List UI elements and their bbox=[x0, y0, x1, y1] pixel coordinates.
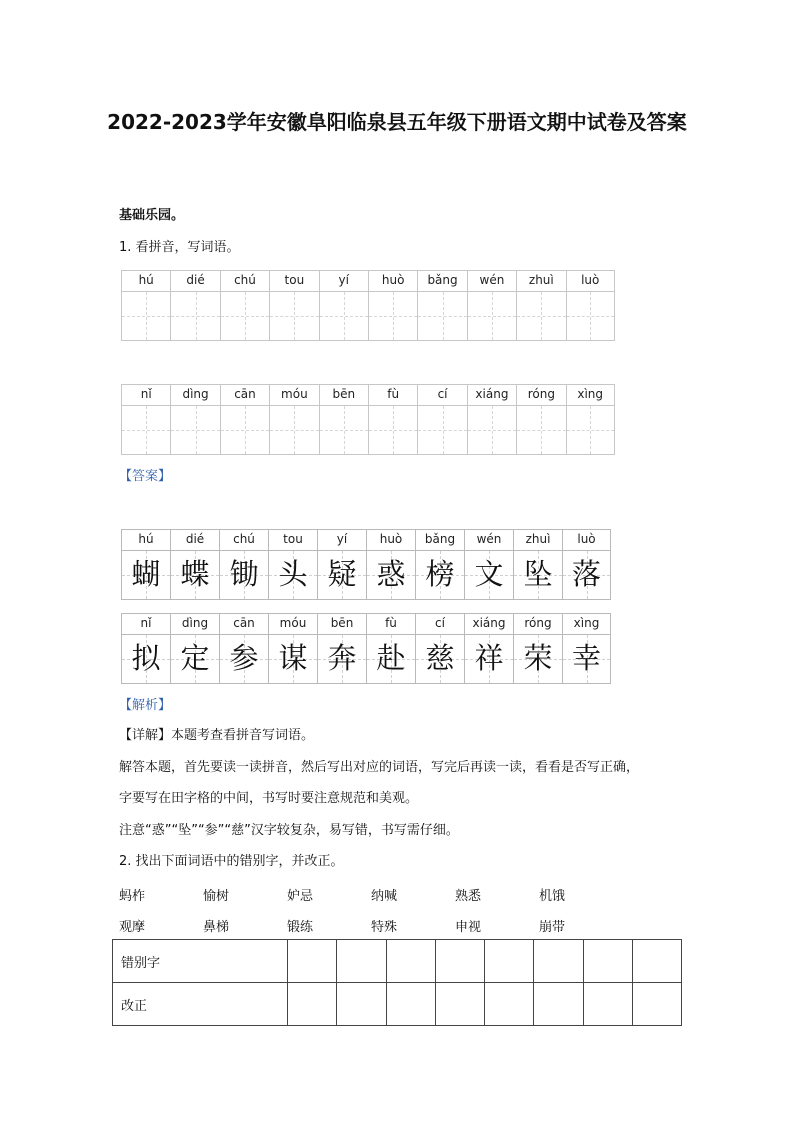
writing-box[interactable] bbox=[467, 406, 516, 455]
pinyin-cell: dié bbox=[170, 529, 219, 551]
pinyin-cell: wén bbox=[464, 529, 513, 551]
analysis-line-2: 解答本题，首先要读一读拼音，然后写出对应的词语，写完后再读一读，看看是否写正确， bbox=[119, 760, 640, 775]
pinyin-cell: tou bbox=[268, 529, 317, 551]
answer-cell[interactable] bbox=[337, 983, 386, 1026]
answer-cell[interactable] bbox=[534, 940, 583, 983]
pinyin-cell: bǎng bbox=[417, 270, 466, 292]
word-item: 纳喊 bbox=[371, 889, 398, 904]
writing-box[interactable] bbox=[516, 406, 565, 455]
table-row bbox=[113, 940, 682, 983]
answer-cell[interactable] bbox=[435, 940, 484, 983]
pinyin-cell: chú bbox=[220, 270, 269, 292]
answer-grid-row-1 bbox=[121, 529, 611, 600]
answer-char: 荣 bbox=[513, 635, 562, 684]
writing-box[interactable] bbox=[220, 292, 269, 341]
pinyin-grid-row-1 bbox=[121, 270, 615, 341]
answer-char: 赴 bbox=[366, 635, 415, 684]
answer-cell[interactable] bbox=[386, 983, 435, 1026]
pinyin-cell: hú bbox=[121, 270, 170, 292]
pinyin-cell: róng bbox=[516, 384, 565, 406]
word-item: 机饿 bbox=[539, 889, 566, 904]
answer-char: 定 bbox=[170, 635, 219, 684]
pinyin-cell: dìng bbox=[170, 384, 219, 406]
detail-tag: 【详解】 bbox=[119, 728, 172, 743]
pinyin-cell: dié bbox=[170, 270, 219, 292]
word-item: 崩带 bbox=[539, 920, 566, 935]
word-item: 鼻梯 bbox=[203, 920, 230, 935]
analysis-line-3: 字要写在田字格的中间，书写时要注意规范和美观。 bbox=[119, 791, 419, 806]
pinyin-cell: bēn bbox=[317, 613, 366, 635]
answer-cell[interactable] bbox=[485, 983, 534, 1026]
answer-cell[interactable] bbox=[386, 940, 435, 983]
row-label-correction: 改正 bbox=[113, 983, 288, 1026]
answer-cell[interactable] bbox=[337, 940, 386, 983]
pinyin-cell: yí bbox=[319, 270, 368, 292]
pinyin-cell: yí bbox=[317, 529, 366, 551]
answer-grid-row-2 bbox=[121, 613, 611, 684]
word-item: 愉树 bbox=[203, 889, 230, 904]
table-row bbox=[113, 983, 682, 1026]
analysis-line-4: 注意“惑”“坠”“参”“慈”汉字较复杂，易写错，书写需仔细。 bbox=[119, 823, 459, 838]
pinyin-cell: huò bbox=[366, 529, 415, 551]
writing-box[interactable] bbox=[121, 406, 170, 455]
writing-box[interactable] bbox=[269, 292, 318, 341]
writing-box[interactable] bbox=[417, 406, 466, 455]
pinyin-cell: hú bbox=[121, 529, 170, 551]
word-item: 申视 bbox=[455, 920, 482, 935]
row-label-typo: 错别字 bbox=[113, 940, 288, 983]
pinyin-cell: bǎng bbox=[415, 529, 464, 551]
writing-box[interactable] bbox=[417, 292, 466, 341]
answer-label: 【答案】 bbox=[119, 469, 172, 484]
answer-char: 慈 bbox=[415, 635, 464, 684]
answer-cell[interactable] bbox=[583, 983, 632, 1026]
pinyin-cell: chú bbox=[219, 529, 268, 551]
pinyin-cell: xìng bbox=[566, 384, 615, 406]
writing-box[interactable] bbox=[319, 406, 368, 455]
word-item: 锻练 bbox=[287, 920, 314, 935]
answer-char: 文 bbox=[464, 551, 513, 600]
writing-box[interactable] bbox=[368, 292, 417, 341]
answer-char: 祥 bbox=[464, 635, 513, 684]
word-item: 特殊 bbox=[371, 920, 398, 935]
answer-cell[interactable] bbox=[485, 940, 534, 983]
writing-box[interactable] bbox=[121, 292, 170, 341]
analysis-label: 【解析】 bbox=[119, 698, 172, 713]
answer-char: 奔 bbox=[317, 635, 366, 684]
pinyin-cell: luò bbox=[566, 270, 615, 292]
answer-char: 拟 bbox=[121, 635, 170, 684]
answer-cell[interactable] bbox=[632, 940, 681, 983]
answer-cell[interactable] bbox=[435, 983, 484, 1026]
pinyin-cell: róng bbox=[513, 613, 562, 635]
pinyin-cell: cān bbox=[219, 613, 268, 635]
answer-char: 坠 bbox=[513, 551, 562, 600]
word-item: 熟悉 bbox=[455, 889, 482, 904]
writing-box[interactable] bbox=[170, 406, 219, 455]
answer-cell[interactable] bbox=[288, 940, 337, 983]
pinyin-cell: wén bbox=[467, 270, 516, 292]
pinyin-cell: cān bbox=[220, 384, 269, 406]
writing-box[interactable] bbox=[516, 292, 565, 341]
pinyin-cell: zhuì bbox=[516, 270, 565, 292]
writing-box[interactable] bbox=[269, 406, 318, 455]
answer-char: 参 bbox=[219, 635, 268, 684]
pinyin-cell: zhuì bbox=[513, 529, 562, 551]
page-title: 2022-2023学年安徽阜阳临泉县五年级下册语文期中试卷及答案 bbox=[107, 110, 687, 134]
detail-text: 本题考查看拼音写词语。 bbox=[171, 728, 315, 743]
pinyin-cell: tou bbox=[269, 270, 318, 292]
writing-box[interactable] bbox=[566, 292, 615, 341]
answer-cell[interactable] bbox=[288, 983, 337, 1026]
writing-box[interactable] bbox=[467, 292, 516, 341]
writing-box[interactable] bbox=[170, 292, 219, 341]
pinyin-cell: xiáng bbox=[467, 384, 516, 406]
answer-cell[interactable] bbox=[583, 940, 632, 983]
answer-char: 蝶 bbox=[170, 551, 219, 600]
answer-char: 谋 bbox=[268, 635, 317, 684]
pinyin-cell: cí bbox=[417, 384, 466, 406]
answer-char: 幸 bbox=[562, 635, 611, 684]
answer-char: 榜 bbox=[415, 551, 464, 600]
pinyin-cell: luò bbox=[562, 529, 611, 551]
answer-char: 蝴 bbox=[121, 551, 170, 600]
word-row-1 bbox=[119, 885, 599, 904]
writing-box[interactable] bbox=[368, 406, 417, 455]
writing-box[interactable] bbox=[319, 292, 368, 341]
word-item: 蚂柞 bbox=[119, 889, 146, 904]
pinyin-cell: fù bbox=[366, 613, 415, 635]
writing-box[interactable] bbox=[220, 406, 269, 455]
answer-char: 锄 bbox=[219, 551, 268, 600]
answer-char: 惑 bbox=[366, 551, 415, 600]
answer-cell[interactable] bbox=[534, 983, 583, 1026]
analysis-detail bbox=[119, 728, 314, 744]
answer-char: 头 bbox=[268, 551, 317, 600]
word-item: 妒忌 bbox=[287, 889, 314, 904]
word-list bbox=[119, 885, 599, 947]
pinyin-cell: cí bbox=[415, 613, 464, 635]
answer-char: 落 bbox=[562, 551, 611, 600]
correction-table bbox=[112, 939, 682, 1026]
question-1-prompt: 1. 看拼音，写词语。 bbox=[119, 240, 240, 255]
question-2-prompt: 2. 找出下面词语中的错别字，并改正。 bbox=[119, 854, 344, 869]
section-heading: 基础乐园。 bbox=[119, 208, 185, 223]
pinyin-cell: fù bbox=[368, 384, 417, 406]
pinyin-cell: bēn bbox=[319, 384, 368, 406]
writing-box[interactable] bbox=[566, 406, 615, 455]
pinyin-cell: nǐ bbox=[121, 613, 170, 635]
word-row-2 bbox=[119, 916, 599, 935]
answer-cell[interactable] bbox=[632, 983, 681, 1026]
answer-char: 疑 bbox=[317, 551, 366, 600]
pinyin-cell: móu bbox=[269, 384, 318, 406]
pinyin-cell: xìng bbox=[562, 613, 611, 635]
pinyin-grid-row-2 bbox=[121, 384, 615, 455]
pinyin-cell: huò bbox=[368, 270, 417, 292]
pinyin-cell: nǐ bbox=[121, 384, 170, 406]
pinyin-cell: xiáng bbox=[464, 613, 513, 635]
word-item: 观摩 bbox=[119, 920, 146, 935]
pinyin-cell: dìng bbox=[170, 613, 219, 635]
pinyin-cell: móu bbox=[268, 613, 317, 635]
